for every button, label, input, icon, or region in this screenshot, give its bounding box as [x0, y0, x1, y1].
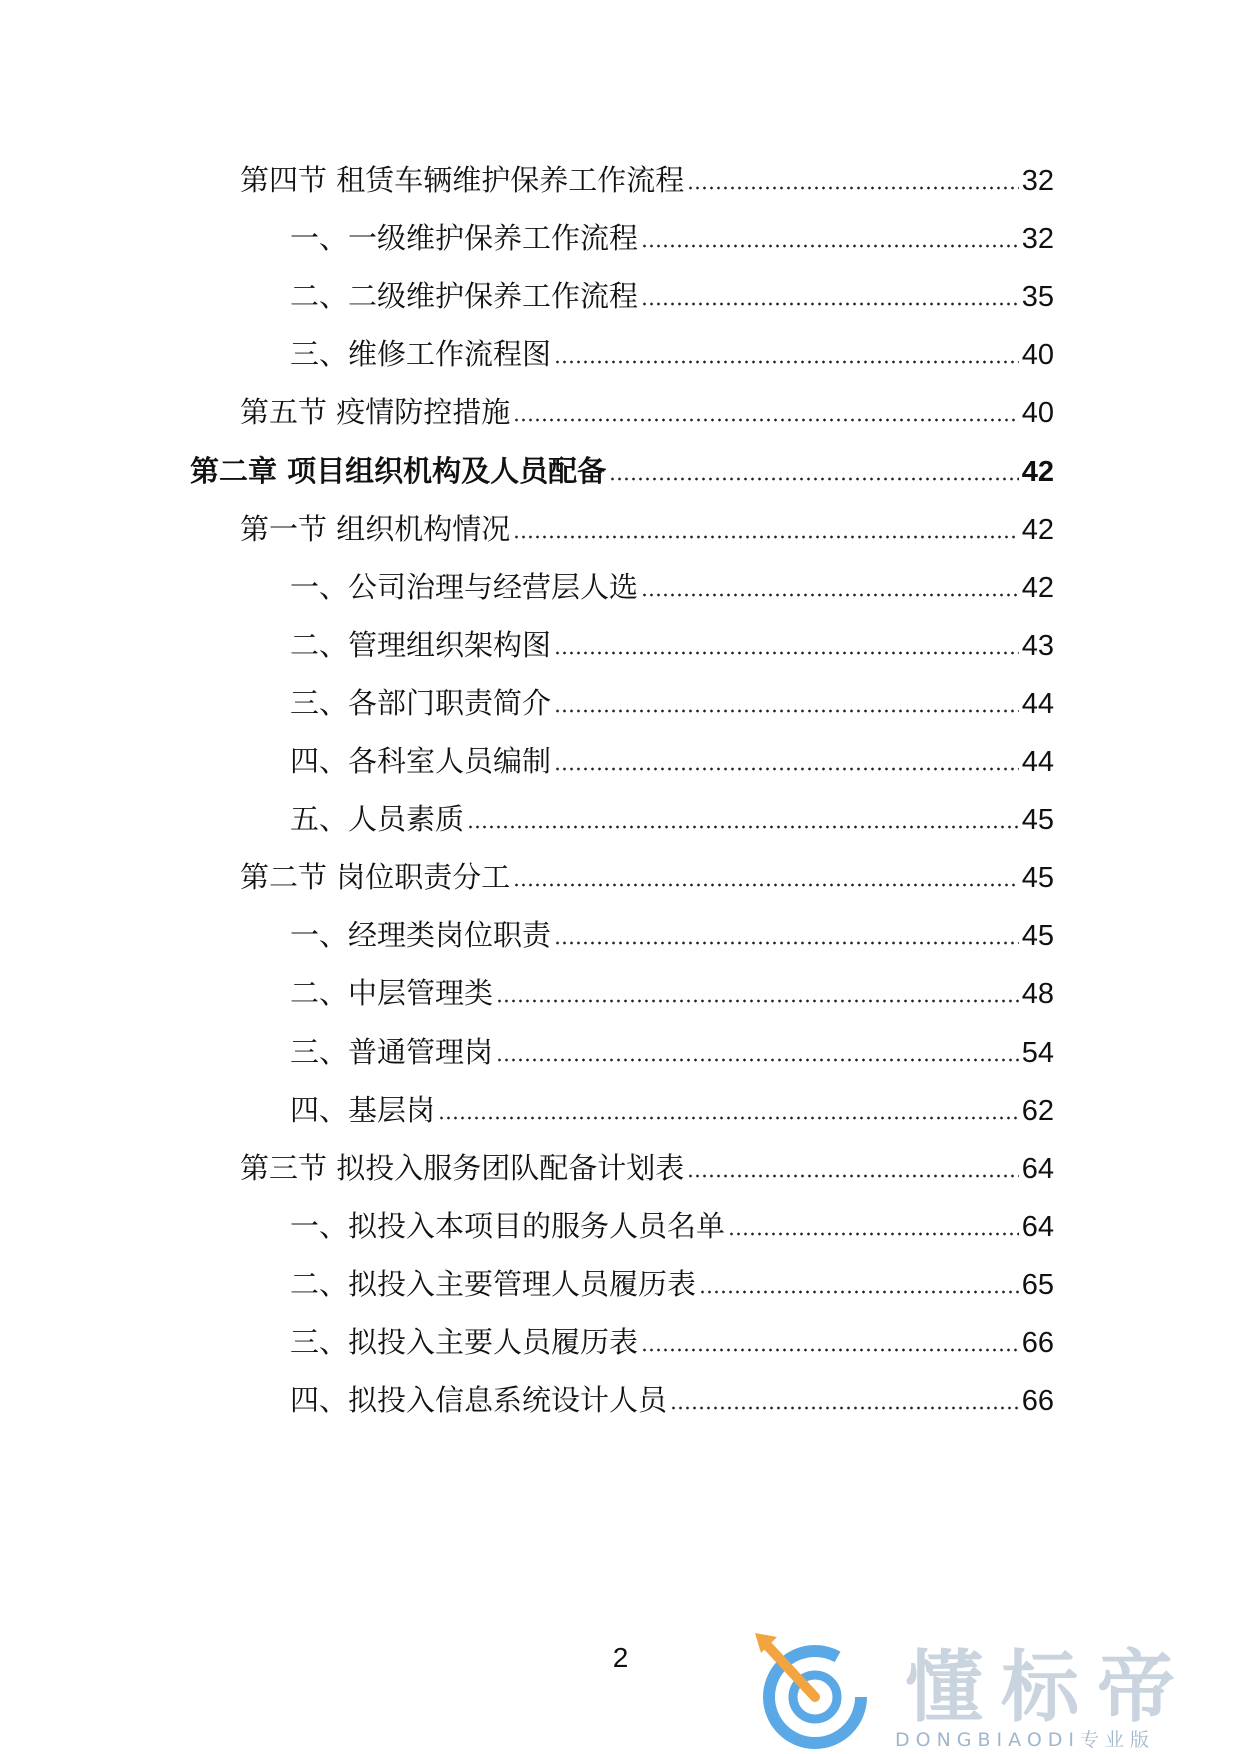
- toc-entry-title: 二、二级维护保养工作流程: [290, 279, 639, 314]
- toc-entry-page: 42: [1021, 455, 1054, 488]
- toc-entry[interactable]: [240, 1148, 1054, 1188]
- toc-entry[interactable]: [240, 160, 1054, 200]
- toc-entry-page: 40: [1021, 339, 1054, 372]
- target-logo-icon: [745, 1625, 905, 1750]
- toc-entry-title: 三、维修工作流程图: [290, 337, 552, 372]
- toc-entry-page: 45: [1021, 862, 1054, 895]
- toc-entry[interactable]: [290, 218, 1054, 258]
- toc-entry-title: 五、人员素质: [290, 802, 465, 837]
- toc-entry[interactable]: [290, 1322, 1054, 1362]
- toc-entry-title: 第一节 组织机构情况: [240, 511, 511, 546]
- toc-entry[interactable]: [290, 1206, 1054, 1246]
- toc-entry-title: 三、各部门职责简介: [290, 685, 552, 720]
- watermark-logo: [745, 1625, 1225, 1750]
- toc-entry-page: 32: [1021, 223, 1054, 256]
- toc-entry[interactable]: [290, 276, 1054, 316]
- toc-entry-page: 45: [1021, 920, 1054, 953]
- toc-entry[interactable]: [290, 1264, 1054, 1304]
- toc-dot-leader: [513, 883, 1019, 887]
- toc-entry-page: 64: [1021, 1152, 1054, 1185]
- toc-entry-title: 一、拟投入本项目的服务人员名单: [290, 1208, 726, 1243]
- toc-entry[interactable]: [190, 451, 1054, 491]
- toc-entry-page: 65: [1021, 1268, 1054, 1301]
- toc-entry[interactable]: [240, 857, 1054, 897]
- toc-dot-leader: [513, 418, 1019, 422]
- toc-entry-page: 43: [1021, 629, 1054, 662]
- toc-dot-leader: [687, 186, 1019, 190]
- watermark-brand-subtitle: DONGBIAODI专业版: [895, 1729, 1156, 1751]
- toc-entry[interactable]: [290, 1380, 1054, 1420]
- toc-dot-leader: [641, 302, 1019, 306]
- toc-entry-title: 第二章 项目组织机构及人员配备: [190, 453, 607, 488]
- toc-entry[interactable]: [290, 741, 1054, 781]
- toc-dot-leader: [554, 941, 1019, 945]
- toc-entry-page: 42: [1021, 571, 1054, 604]
- toc-entry-title: 二、中层管理类: [290, 976, 494, 1011]
- toc-dot-leader: [554, 360, 1019, 364]
- toc-dot-leader: [699, 1290, 1019, 1294]
- toc-entry-page: 40: [1021, 397, 1054, 430]
- toc-dot-leader: [554, 767, 1019, 771]
- toc-entry[interactable]: [290, 973, 1054, 1013]
- toc-dot-leader: [467, 825, 1019, 829]
- toc-dot-leader: [496, 1058, 1019, 1062]
- toc-entry-page: 66: [1021, 1385, 1054, 1418]
- toc-dot-leader: [728, 1232, 1019, 1236]
- toc-entry-title: 第四节 租赁车辆维护保养工作流程: [240, 163, 685, 197]
- toc-entry-title: 四、基层岗: [290, 1092, 436, 1127]
- toc-entry-title: 四、拟投入信息系统设计人员: [290, 1383, 668, 1418]
- toc-entry-page: 48: [1021, 978, 1054, 1011]
- toc-entry-title: 第二节 岗位职责分工: [240, 860, 511, 895]
- toc-entry-title: 一、一级维护保养工作流程: [290, 221, 639, 256]
- toc-entry[interactable]: [240, 392, 1054, 432]
- toc-dot-leader: [438, 1116, 1019, 1120]
- toc-entry-title: 二、管理组织架构图: [290, 627, 552, 662]
- toc-entry[interactable]: [290, 625, 1054, 665]
- toc-entry[interactable]: [290, 567, 1054, 607]
- toc-entry[interactable]: [290, 334, 1054, 374]
- toc-entry-page: 44: [1021, 687, 1054, 720]
- toc-entry-page: 54: [1021, 1036, 1054, 1069]
- toc-entry-title: 第五节 疫情防控措施: [240, 395, 511, 430]
- toc-entry[interactable]: [290, 915, 1054, 955]
- toc-entry[interactable]: [240, 509, 1054, 549]
- toc-dot-leader: [609, 477, 1019, 481]
- toc-entry-title: 一、公司治理与经营层人选: [290, 569, 639, 604]
- toc-entry-page: 66: [1021, 1327, 1054, 1359]
- toc-entry-title: 四、各科室人员编制: [290, 744, 552, 778]
- toc-entry-title: 一、经理类岗位职责: [290, 918, 552, 953]
- toc-entry-page: 35: [1021, 281, 1054, 314]
- toc-entry-page: 44: [1021, 746, 1054, 778]
- toc-entry-page: 62: [1021, 1094, 1054, 1127]
- toc-dot-leader: [641, 1348, 1019, 1352]
- toc-entry-title: 三、普通管理岗: [290, 1034, 494, 1069]
- toc-dot-leader: [641, 244, 1019, 248]
- watermark-brand-text: 懂标帝: [905, 1643, 1194, 1733]
- toc-dot-leader: [496, 999, 1019, 1003]
- toc-entry-title: 三、拟投入主要人员履历表: [290, 1325, 639, 1359]
- toc-dot-leader: [670, 1406, 1019, 1410]
- toc-entry[interactable]: [290, 1032, 1054, 1072]
- toc-dot-leader: [513, 535, 1019, 539]
- toc-entry-title: 第三节 拟投入服务团队配备计划表: [240, 1150, 685, 1185]
- toc-entry[interactable]: [290, 799, 1054, 839]
- toc-entry-page: 32: [1021, 165, 1054, 197]
- toc-entry-page: 45: [1021, 804, 1054, 837]
- toc-entry[interactable]: [290, 1090, 1054, 1130]
- toc-dot-leader: [687, 1174, 1019, 1178]
- toc-dot-leader: [641, 593, 1019, 597]
- page-number: 2: [612, 1642, 629, 1673]
- toc-entry-title: 二、拟投入主要管理人员履历表: [290, 1266, 697, 1301]
- toc-entry-page: 42: [1021, 513, 1054, 546]
- toc-dot-leader: [554, 651, 1019, 655]
- toc-entry-page: 64: [1021, 1210, 1054, 1243]
- toc-dot-leader: [554, 709, 1019, 713]
- toc-entry[interactable]: [290, 683, 1054, 723]
